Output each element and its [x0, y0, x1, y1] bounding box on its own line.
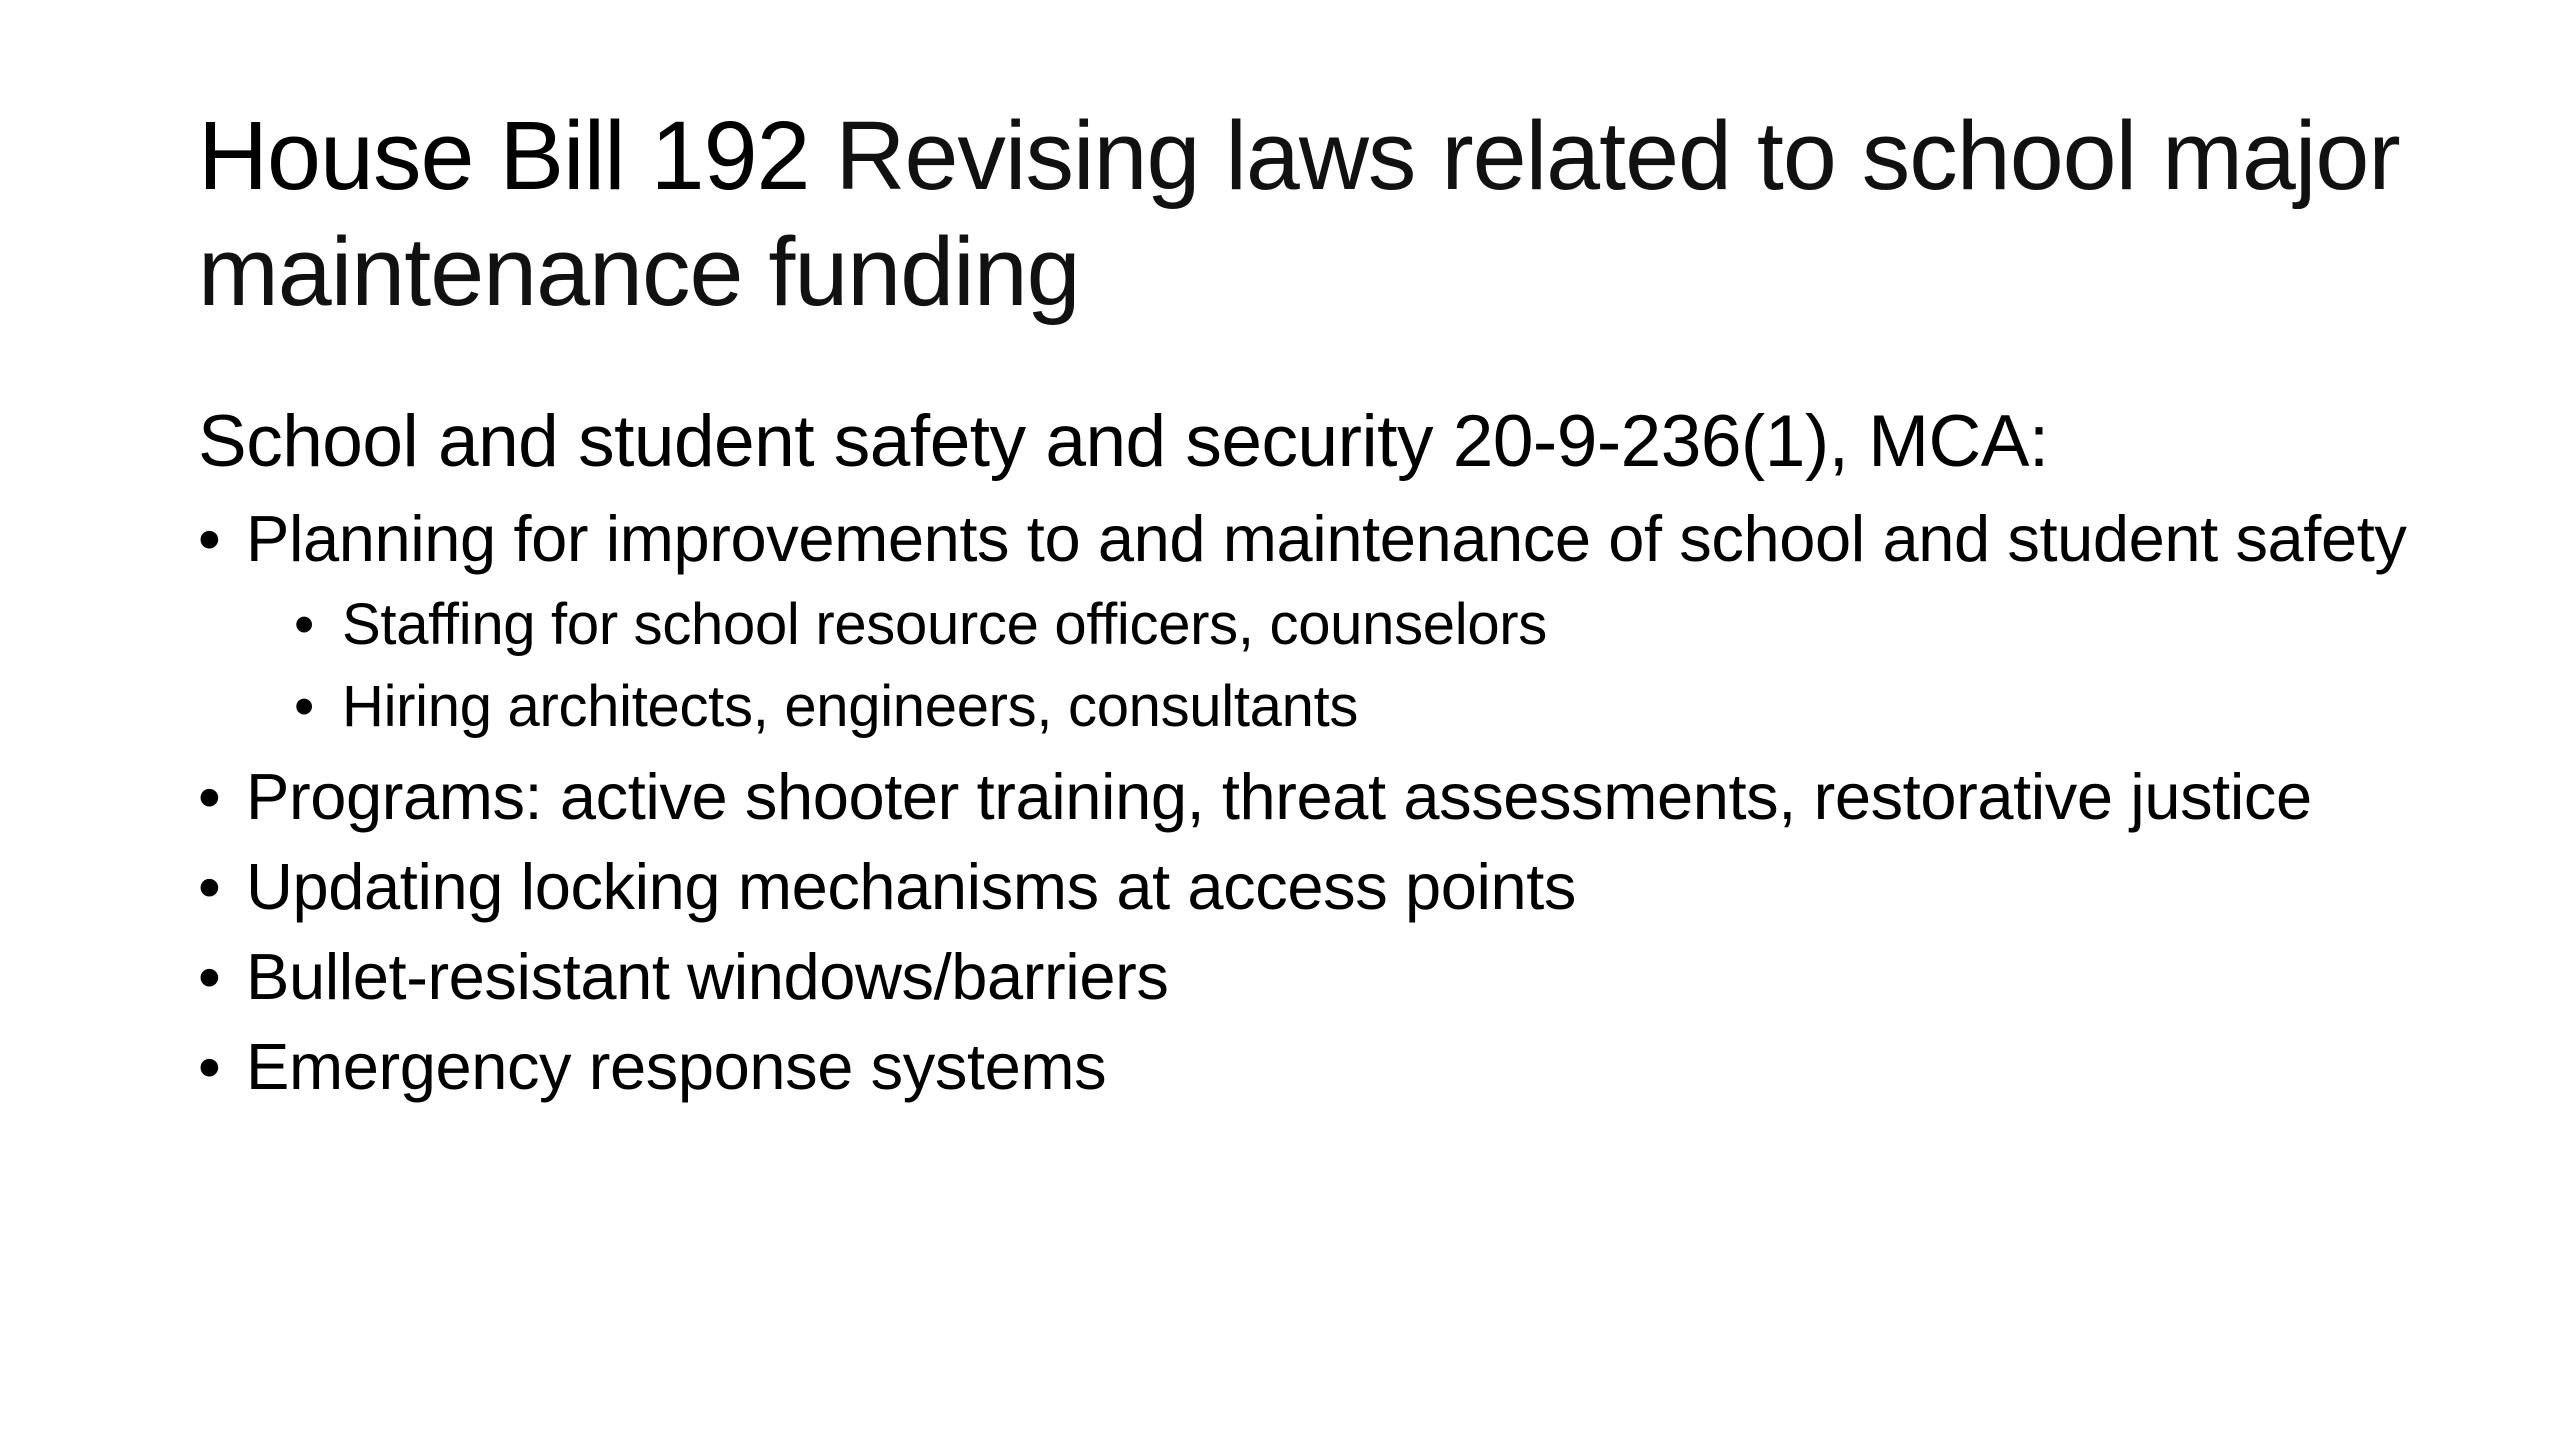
list-item-text: Bullet-resistant windows/barriers: [246, 940, 1169, 1013]
bullet-icon: •: [294, 592, 315, 657]
list-item: [198, 936, 2418, 1018]
list-item: [198, 498, 2418, 748]
bullet-icon: •: [294, 674, 315, 739]
title-bill-number: House Bill 192: [198, 101, 810, 210]
list-item: [198, 846, 2418, 928]
bullet-icon: •: [198, 850, 221, 923]
list-item-text: Planning for improvements to and maintenance of school and student safety: [246, 502, 2407, 575]
bullet-icon: •: [198, 940, 221, 1013]
bullet-list: [198, 498, 2418, 1108]
slide-body: [198, 392, 2418, 1116]
list-item: [198, 756, 2418, 838]
list-item: [198, 1026, 2418, 1108]
sub-list-item: [294, 666, 2418, 748]
bullet-icon: •: [198, 760, 221, 833]
sub-bullet-list: [294, 584, 2418, 748]
sub-list-item-text: Staffing for school resource officers, counselors: [342, 592, 1547, 657]
sub-list-item-text: Hiring architects, engineers, consultants: [342, 674, 1359, 739]
list-item-text: Emergency response systems: [246, 1030, 1107, 1103]
sub-list-item: [294, 584, 2418, 666]
title-description: Revising laws related to school major maintenance funding: [198, 101, 2400, 326]
slide-title: [198, 98, 2448, 330]
bullet-icon: •: [198, 1030, 221, 1103]
bullet-icon: •: [198, 502, 221, 575]
section-heading: School and student safety and security 20-9-236(1), MCA:: [198, 401, 2049, 482]
list-item-text: Programs: active shooter training, threat assessments, restorative justice: [246, 760, 2312, 833]
list-item-text: Updating locking mechanisms at access points: [246, 850, 1577, 923]
